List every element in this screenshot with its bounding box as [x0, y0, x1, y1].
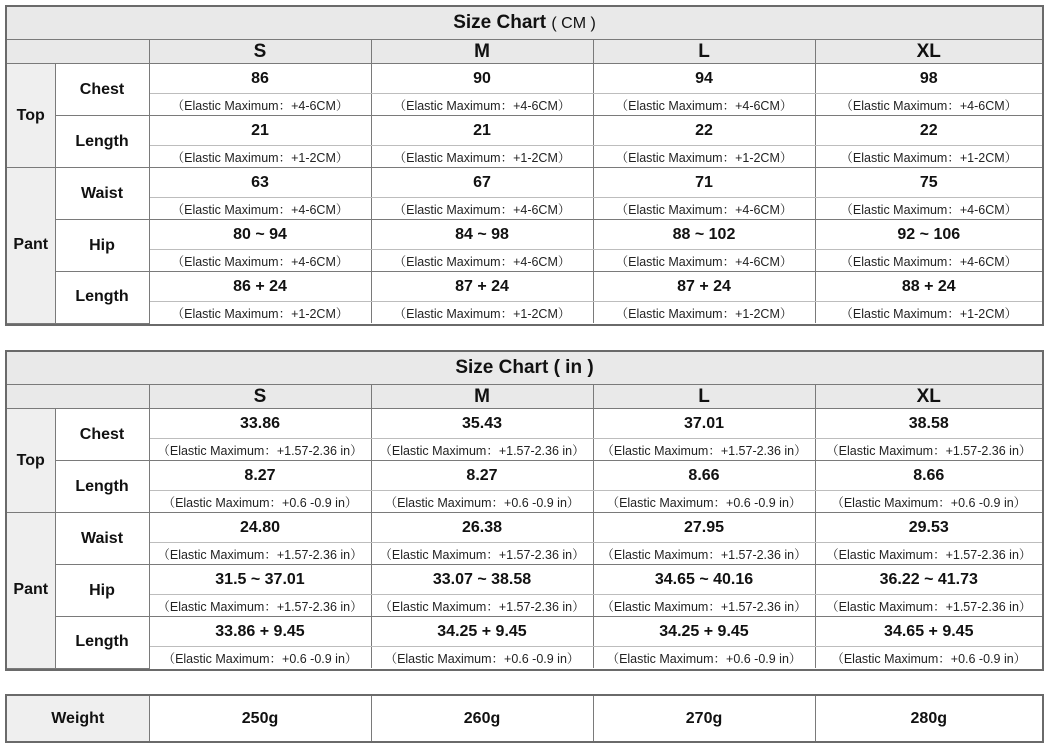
weight-value-xl: 280g: [815, 696, 1042, 741]
elastic-note: （Elastic Maximum：+4-6CM）: [815, 94, 1042, 116]
size-chart-cm: [5, 5, 1044, 326]
size-header-m: M: [371, 40, 593, 64]
value-cell: 87 + 24: [371, 272, 593, 302]
value-cell: 34.65 ~ 40.16: [593, 565, 815, 595]
value-cell: 27.95: [593, 513, 815, 543]
elastic-note: （Elastic Maximum：+4-6CM）: [593, 198, 815, 220]
elastic-note: （Elastic Maximum：+1-2CM）: [371, 146, 593, 168]
row-label-hip: Hip: [55, 220, 149, 272]
value-cell: 35.43: [371, 409, 593, 439]
elastic-note: （Elastic Maximum：+4-6CM）: [371, 250, 593, 272]
value-cell: 34.25 + 9.45: [371, 617, 593, 647]
size-chart-cm-table: [7, 7, 1042, 324]
value-cell: 98: [815, 64, 1042, 94]
header-corner: [7, 40, 149, 64]
row-label-length: Length: [55, 116, 149, 168]
size-header-s: S: [149, 40, 371, 64]
value-cell: 86 + 24: [149, 272, 371, 302]
value-cell: 38.58: [815, 409, 1042, 439]
row-label-pant-length: Length: [55, 617, 149, 669]
elastic-note: （Elastic Maximum：+4-6CM）: [593, 250, 815, 272]
size-header-l: L: [593, 40, 815, 64]
row-label-length: Length: [55, 461, 149, 513]
elastic-note: （Elastic Maximum：+4-6CM）: [149, 250, 371, 272]
value-cell: 33.07 ~ 38.58: [371, 565, 593, 595]
elastic-note: （Elastic Maximum：+1.57-2.36 in）: [371, 595, 593, 617]
elastic-note: （Elastic Maximum：+1-2CM）: [149, 146, 371, 168]
value-cell: 29.53: [815, 513, 1042, 543]
group-label-pant: Pant: [7, 513, 55, 669]
elastic-note: （Elastic Maximum：+1.57-2.36 in）: [593, 439, 815, 461]
weight-value-s: 250g: [149, 696, 371, 741]
elastic-note: （Elastic Maximum：+1-2CM）: [371, 302, 593, 324]
weight-value-l: 270g: [593, 696, 815, 741]
value-cell: 88 ~ 102: [593, 220, 815, 250]
group-label-pant: Pant: [7, 168, 55, 324]
weight-label: Weight: [7, 696, 149, 741]
elastic-note: （Elastic Maximum：+4-6CM）: [371, 198, 593, 220]
value-cell: 36.22 ~ 41.73: [815, 565, 1042, 595]
elastic-note: （Elastic Maximum：+1-2CM）: [815, 146, 1042, 168]
size-header-xl: XL: [815, 40, 1042, 64]
elastic-note: （Elastic Maximum：+4-6CM）: [815, 198, 1042, 220]
elastic-note: （Elastic Maximum：+1-2CM）: [149, 302, 371, 324]
chart-title-unit: ( CM ): [551, 15, 596, 32]
value-cell: 86: [149, 64, 371, 94]
group-label-top: Top: [7, 409, 55, 513]
value-cell: 37.01: [593, 409, 815, 439]
elastic-note: （Elastic Maximum：+0.6 -0.9 in）: [371, 647, 593, 669]
elastic-note: （Elastic Maximum：+1.57-2.36 in）: [815, 543, 1042, 565]
elastic-note: （Elastic Maximum：+1.57-2.36 in）: [149, 595, 371, 617]
weight-value-m: 260g: [371, 696, 593, 741]
elastic-note: （Elastic Maximum：+0.6 -0.9 in）: [371, 491, 593, 513]
value-cell: 34.25 + 9.45: [593, 617, 815, 647]
chart-title-text: Size Chart: [455, 357, 549, 378]
elastic-note: （Elastic Maximum：+1-2CM）: [815, 302, 1042, 324]
size-chart-in-table: [7, 352, 1042, 669]
value-cell: 90: [371, 64, 593, 94]
elastic-note: （Elastic Maximum：+0.6 -0.9 in）: [593, 491, 815, 513]
row-label-chest: Chest: [55, 409, 149, 461]
row-label-hip: Hip: [55, 565, 149, 617]
header-corner: [7, 385, 149, 409]
size-header-xl: XL: [815, 385, 1042, 409]
size-header-m: M: [371, 385, 593, 409]
elastic-note: （Elastic Maximum：+4-6CM）: [815, 250, 1042, 272]
value-cell: 92 ~ 106: [815, 220, 1042, 250]
elastic-note: （Elastic Maximum：+1.57-2.36 in）: [371, 543, 593, 565]
elastic-note: （Elastic Maximum：+1.57-2.36 in）: [149, 439, 371, 461]
elastic-note: （Elastic Maximum：+1.57-2.36 in）: [149, 543, 371, 565]
chart-title-unit: ( in ): [553, 357, 594, 378]
value-cell: 63: [149, 168, 371, 198]
value-cell: 87 + 24: [593, 272, 815, 302]
value-cell: 22: [593, 116, 815, 146]
elastic-note: （Elastic Maximum：+0.6 -0.9 in）: [815, 491, 1042, 513]
value-cell: 75: [815, 168, 1042, 198]
chart-title-text: Size Chart: [453, 12, 547, 33]
elastic-note: （Elastic Maximum：+4-6CM）: [371, 94, 593, 116]
elastic-note: （Elastic Maximum：+1.57-2.36 in）: [593, 543, 815, 565]
elastic-note: （Elastic Maximum：+0.6 -0.9 in）: [149, 491, 371, 513]
elastic-note: （Elastic Maximum：+1.57-2.36 in）: [371, 439, 593, 461]
elastic-note: （Elastic Maximum：+1-2CM）: [593, 146, 815, 168]
value-cell: 8.66: [815, 461, 1042, 491]
row-label-waist: Waist: [55, 513, 149, 565]
value-cell: 21: [149, 116, 371, 146]
value-cell: 84 ~ 98: [371, 220, 593, 250]
value-cell: 8.66: [593, 461, 815, 491]
value-cell: 34.65 + 9.45: [815, 617, 1042, 647]
size-header-s: S: [149, 385, 371, 409]
value-cell: 21: [371, 116, 593, 146]
elastic-note: （Elastic Maximum：+1.57-2.36 in）: [815, 439, 1042, 461]
elastic-note: （Elastic Maximum：+0.6 -0.9 in）: [815, 647, 1042, 669]
elastic-note: （Elastic Maximum：+0.6 -0.9 in）: [149, 647, 371, 669]
elastic-note: （Elastic Maximum：+1-2CM）: [593, 302, 815, 324]
value-cell: 26.38: [371, 513, 593, 543]
value-cell: 71: [593, 168, 815, 198]
size-chart-in: [5, 350, 1044, 671]
value-cell: 88 + 24: [815, 272, 1042, 302]
chart-title: [7, 7, 1042, 40]
size-header-l: L: [593, 385, 815, 409]
value-cell: 22: [815, 116, 1042, 146]
value-cell: 33.86: [149, 409, 371, 439]
elastic-note: （Elastic Maximum：+4-6CM）: [149, 94, 371, 116]
elastic-note: （Elastic Maximum：+1.57-2.36 in）: [593, 595, 815, 617]
elastic-note: （Elastic Maximum：+1.57-2.36 in）: [815, 595, 1042, 617]
value-cell: 80 ~ 94: [149, 220, 371, 250]
value-cell: 94: [593, 64, 815, 94]
value-cell: 8.27: [149, 461, 371, 491]
value-cell: 31.5 ~ 37.01: [149, 565, 371, 595]
elastic-note: （Elastic Maximum：+4-6CM）: [149, 198, 371, 220]
row-label-pant-length: Length: [55, 272, 149, 324]
value-cell: 8.27: [371, 461, 593, 491]
elastic-note: （Elastic Maximum：+4-6CM）: [593, 94, 815, 116]
elastic-note: （Elastic Maximum：+0.6 -0.9 in）: [593, 647, 815, 669]
chart-title: [7, 352, 1042, 385]
value-cell: 24.80: [149, 513, 371, 543]
weight-table-grid: [7, 696, 1042, 741]
row-label-waist: Waist: [55, 168, 149, 220]
weight-table: [5, 694, 1044, 743]
group-label-top: Top: [7, 64, 55, 168]
value-cell: 33.86 + 9.45: [149, 617, 371, 647]
value-cell: 67: [371, 168, 593, 198]
row-label-chest: Chest: [55, 64, 149, 116]
